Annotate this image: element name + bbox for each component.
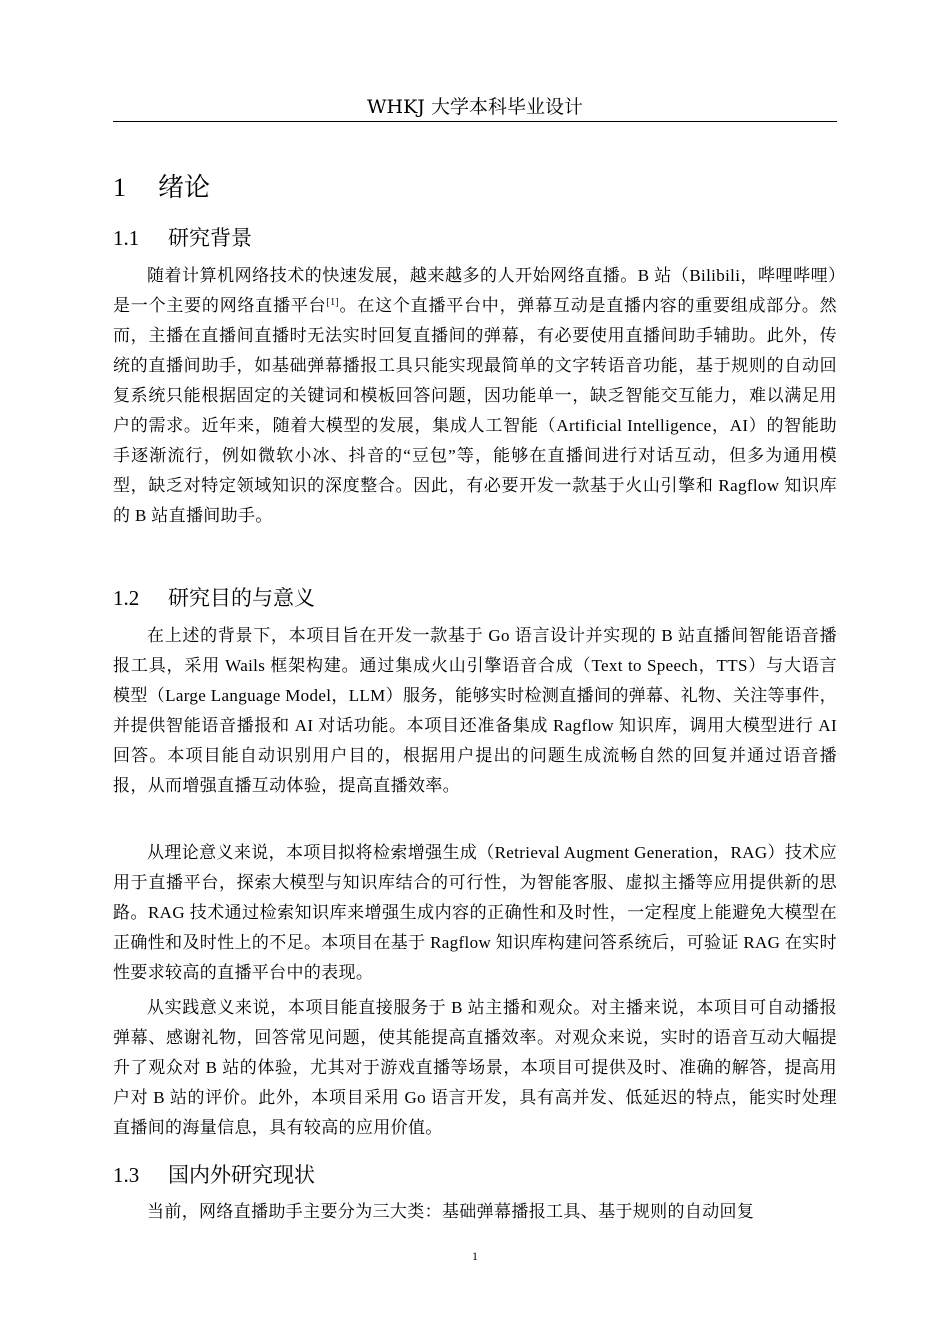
paragraph-theory: 从理论意义来说，本项目拟将检索增强生成（Retrieval Augment Generation，RAG）技术应用于直播平台，探索大模型与知识库结合的可行性，为智能客服、虚拟主播等应用提供新的思路。RAG 技术通过检索知识库来增强生成内容的正确性和及时性，一定程度上能避免大模型在正确性和及时性上的不足。本项目在基于 Ragflow 知识库构建问答系统后，可验证 RAG 在实时性要求较高的直播平台中的表现。 (113, 843, 837, 982)
section-title: 研究背景 (168, 226, 252, 250)
section-number: 1.3 (113, 1163, 140, 1187)
paragraph-practice: 从实践意义来说，本项目能直接服务于 B 站主播和观众。对主播来说，本项目可自动播报弹幕、感谢礼物，回答常见问题，使其能提高直播效率。对观众来说，实时的语音互动大幅提升了观众对 B 站的体验，尤其对于游戏直播等场景，本项目可提供及时、准确的解答，提高用户对 B 站的评价。此外，本项目采用 Go 语言开发，具有高并发、低延迟的特点，能实时处理直播间的海量信息，具有较高的应用价值。 (113, 998, 837, 1137)
chapter-heading (113, 170, 210, 206)
section-number: 1.1 (113, 226, 140, 250)
paragraph-purpose: 在上述的背景下，本项目旨在开发一款基于 Go 语言设计并实现的 B 站直播间智能语音播报工具，采用 Wails 框架构建。通过集成火山引擎语音合成（Text to Speech，TTS）与大语言模型（Large Language Model，LLM）服务，能够实时检测直播间的弹幕、礼物、关注等事件，并提供智能语音播报和 AI 对话功能。本项目还准备集成 Ragflow 知识库，调用大模型进行 AI 回答。本项目能自动识别用户目的，根据用户提出的问题生成流畅自然的回复并通过语音播报，从而增强直播互动体验，提高直播效率。 (113, 626, 837, 795)
chapter-number: 1 (113, 173, 126, 202)
citation-ref: [1] (326, 297, 340, 308)
paragraph-status: 当前，网络直播助手主要分为三大类：基础弹幕播报工具、基于规则的自动回复 (147, 1202, 755, 1221)
section-heading-1-2 (113, 583, 315, 613)
section-title: 国内外研究现状 (168, 1163, 315, 1187)
header-rule (113, 121, 837, 122)
section-number: 1.2 (113, 586, 140, 610)
paragraph-text: 。在这个直播平台中，弹幕互动是直播内容的重要组成部分。然而，主播在直播间直播时无法实时回复直播间的弹幕，有必要使用直播间助手辅助。此外，传统的直播间助手，如基础弹幕播报工具只能实现最简单的文字转语音功能，基于规则的自动回复系统只能根据固定的关键词和模板回答问题，因功能单一，缺乏智能交互能力，难以满足用户的需求。近年来，随着大模型的发展，集成人工智能（Artificial Intelligence，AI）的智能助手逐渐流行，例如微软小冰、抖音的“豆包”等，能够在直播间进行对话互动，但多为通用模型，缺乏对特定领域知识的深度整合。因此，有必要开发一款基于火山引擎和 Ragflow 知识库的 B 站直播间助手。 (113, 296, 837, 525)
chapter-title: 绪论 (158, 173, 211, 203)
page-number: 1 (472, 1249, 478, 1263)
section-title: 研究目的与意义 (168, 586, 315, 610)
paragraph-background (113, 261, 837, 531)
paragraph-text: 随着计算机网络技术的快速发展，越来越多的人开始网络直播。B 站（Bilibili，哔哩哔哩）是一个主要的网络直播平台 (113, 266, 837, 315)
section-heading-1-1 (113, 223, 252, 253)
running-header: WHKJ 大学本科毕业设计 (367, 96, 583, 118)
section-heading-1-3 (113, 1160, 315, 1190)
